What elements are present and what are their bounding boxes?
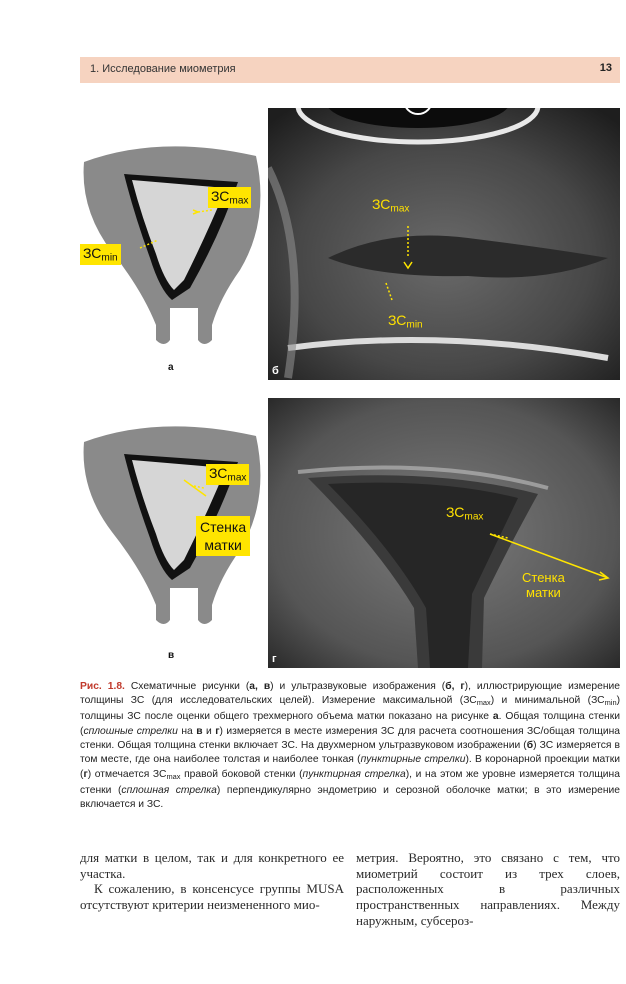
caption-label: Рис. 1.8.	[80, 681, 125, 692]
caption-text: ) перпендикулярно эндометрию и серозной оболочке матки; в это измерение включается и ЗС.	[80, 784, 620, 811]
caption-ref: г	[215, 725, 220, 737]
chapter-title: 1. Исследование миометрия	[90, 63, 236, 75]
measure-arrows-g	[268, 398, 620, 668]
zc-min-sub: min	[101, 252, 118, 264]
caption-text: ) и ультразвуковые изображения (	[270, 681, 446, 692]
caption-italic: сплошная стрелка	[121, 784, 217, 796]
caption-italic: пунктирные стрелки	[360, 754, 466, 766]
zc-max-label	[208, 187, 251, 208]
caption-ref: а	[492, 711, 499, 723]
panel-letter-g: г	[272, 653, 277, 665]
caption-sub: max	[166, 771, 181, 781]
ultrasound-image-b	[268, 108, 620, 380]
caption-text: ) и минимальной (ЗС	[490, 695, 605, 707]
wall-label-g-line1: Стенка	[522, 570, 565, 585]
zc-max-base-b: ЗС	[372, 196, 391, 212]
caption-text: ). В коронарной проекции матки (	[80, 754, 621, 780]
zc-max-base: ЗС	[211, 188, 230, 204]
wall-label-line1: Стенка	[200, 519, 247, 535]
caption-italic: пунктирная стрелка	[302, 768, 406, 780]
zc-max-sub-g: max	[464, 511, 484, 523]
zc-min-label	[80, 244, 121, 265]
figure-panel-v	[80, 420, 270, 635]
page-number: 13	[599, 62, 612, 74]
caption-text: . Общая толщина стенки (	[80, 711, 620, 737]
zc-max-sub: max	[229, 195, 249, 207]
body-paragraph: метрия. Вероятно, это связано с тем, что миометрий состоит из трех слоев, расположенных в различных пространственных направлениях. Между наружным, субсероз-	[356, 850, 620, 928]
zc-max-sub-v: max	[227, 472, 247, 484]
caption-text: ) толщины ЗС после оценки общего трехмерного объема матки показано на рисунке	[80, 695, 620, 723]
caption-sub: min	[604, 698, 617, 708]
body-column-right	[356, 850, 620, 929]
caption-text: ), иллюстрирующие измерение толщины ЗС (для исследовательских целей). Измерение максимальной (ЗС	[80, 681, 620, 707]
measure-arrows-b	[268, 108, 620, 380]
zc-max-base-v: ЗС	[209, 465, 228, 481]
panel-letter-v: в	[168, 650, 175, 661]
caption-ref: б, г	[445, 681, 465, 692]
wall-label-v	[196, 516, 250, 556]
figure-caption	[80, 680, 620, 812]
ultrasound-image-g	[268, 398, 620, 668]
caption-text: ) отмечается ЗС	[87, 768, 167, 780]
zc-max-label-v	[206, 464, 249, 485]
caption-ref: б	[526, 740, 534, 752]
caption-sub: max	[476, 698, 491, 708]
caption-text: на	[177, 725, 197, 737]
caption-ref: в	[196, 725, 203, 737]
body-paragraph: для матки в целом, так и для конкретного ее участка.	[80, 850, 344, 881]
wall-label-g-line2: матки	[526, 585, 561, 600]
caption-italic: сплошные стрелки	[83, 725, 178, 737]
body-paragraph: К сожалению, в консенсусе группы MUSA отсутствуют критерии неизмененного мио-	[80, 881, 344, 913]
zc-max-base-g: ЗС	[446, 504, 465, 520]
caption-text: ) ЗС измеряется в том месте, где она наиболее толстая и наиболее тонкая (	[80, 740, 620, 766]
caption-ref: г	[83, 768, 88, 780]
caption-text: и	[202, 725, 216, 737]
zc-min-base: ЗС	[83, 245, 102, 261]
caption-text: правой боковой стенки (	[180, 768, 303, 780]
panel-letter-a: а	[168, 362, 174, 373]
figure-panel-a	[80, 140, 270, 355]
panel-letter-b: б	[272, 365, 279, 377]
running-header	[80, 57, 620, 83]
zc-max-sub-b: max	[390, 203, 410, 215]
body-column-left	[80, 850, 344, 913]
zc-min-sub-b: min	[406, 319, 423, 331]
wall-label-line2: матки	[204, 537, 242, 553]
caption-text: ), и на этом же уровне измеряется толщина стенки (	[80, 768, 620, 796]
caption-ref: а, в	[249, 681, 271, 692]
caption-text: ) измеряется в месте измерения ЗС для расчета соотношения ЗС/общая толщина стенки. Общая толщина стенки включает ЗС. На двухмерном ультразвуковом изображении (	[80, 725, 621, 752]
caption-text: Схематичные рисунки (	[124, 681, 250, 692]
zc-min-base-b: ЗС	[388, 312, 407, 328]
